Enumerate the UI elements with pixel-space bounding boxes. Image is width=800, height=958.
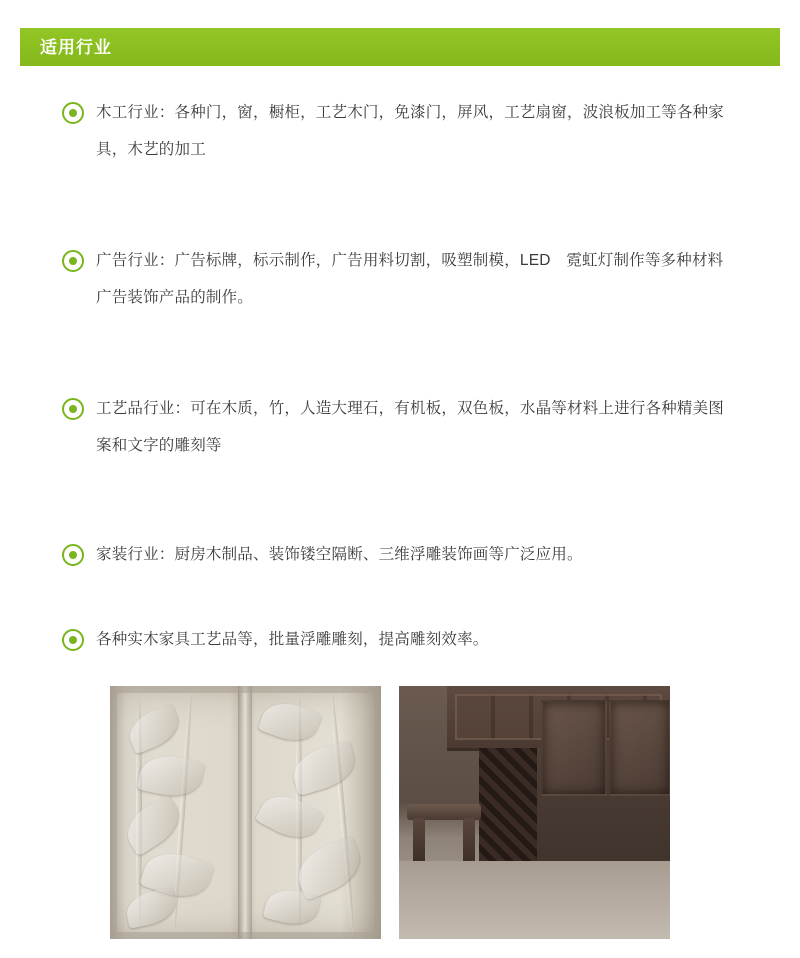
carved-wooden-furniture-photo [399, 686, 670, 939]
list-item [20, 621, 780, 658]
list-item-label: 家装行业：厨房木制品、装饰镂空隔断、三维浮雕装饰画等广泛应用。 [96, 546, 583, 563]
list-item [20, 390, 780, 464]
list-item-label: 各种实木家具工艺品等，批量浮雕雕刻，提高雕刻效率。 [96, 631, 489, 648]
list-item-label: 广告行业：广告标牌，标示制作，广告用料切割，吸塑制模，LED 霓虹灯制作等多种材料广告装饰产品的制作。 [96, 252, 724, 306]
carved-wood-relief-panel-photo [110, 686, 381, 939]
page-title: 适用行业 [40, 37, 112, 57]
photo-gallery [110, 686, 690, 939]
list-item-label: 工艺品行业：可在木质，竹，人造大理石，有机板，双色板，水晶等材料上进行各种精美图案和文字的雕刻等 [96, 400, 725, 454]
list-item [20, 536, 780, 573]
list-item [20, 242, 780, 316]
target-bullet-icon [62, 398, 84, 420]
section-header-bar [20, 28, 780, 66]
target-bullet-icon [62, 102, 84, 124]
list-item-label: 木工行业：各种门，窗，橱柜，工艺木门，免漆门，屏风，工艺扇窗，波浪板加工等各种家具，木艺的加工 [96, 104, 725, 158]
target-bullet-icon [62, 544, 84, 566]
target-bullet-icon [62, 250, 84, 272]
target-bullet-icon [62, 629, 84, 651]
list-item [20, 94, 780, 168]
industry-list [20, 80, 780, 658]
